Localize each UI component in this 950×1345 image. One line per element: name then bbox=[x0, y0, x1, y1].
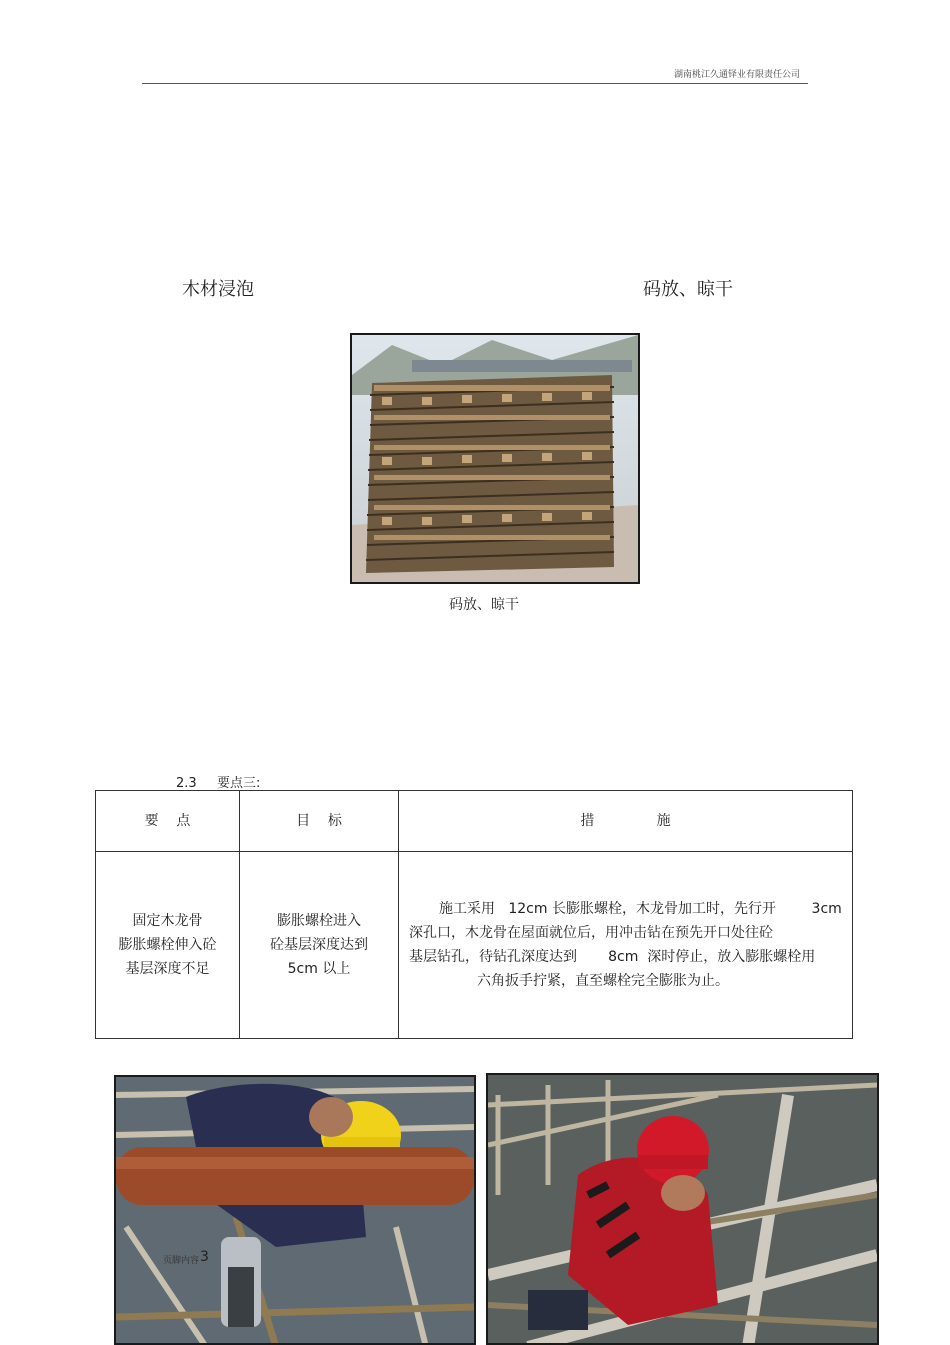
point-line: 膨胀螺栓伸入砼 bbox=[118, 937, 217, 953]
cell-measures bbox=[399, 852, 853, 1039]
footer-page-number: 3 bbox=[200, 1249, 209, 1265]
section-title: 要点三: bbox=[216, 776, 261, 791]
caption-stacking-drying: 码放、晾干 bbox=[643, 279, 733, 300]
worker-fixing-image bbox=[488, 1075, 877, 1345]
cell-key-point bbox=[96, 852, 240, 1039]
point-line: 基层深度不足 bbox=[125, 961, 210, 977]
header-rule bbox=[142, 83, 808, 84]
goal-line: 5cm 以上 bbox=[287, 961, 351, 977]
worker-drilling-image bbox=[116, 1077, 474, 1345]
header-cell-point: 要 点 bbox=[96, 791, 240, 852]
cell-goal bbox=[240, 852, 399, 1039]
caption-wood-soaking: 木材浸泡 bbox=[182, 279, 254, 300]
section-number: 2.3 bbox=[176, 776, 197, 791]
measure-line: 六角扳手拧紧，直至螺栓完全膨胀为止。 bbox=[477, 973, 729, 989]
header-company-name: 湖南桃江久通铎业有限责任公司 bbox=[673, 70, 800, 80]
photo-worker-drilling bbox=[114, 1075, 476, 1345]
key-points-table bbox=[95, 790, 853, 1039]
measure-line: 深孔口，木龙骨在屋面就位后，用冲击钻在预先开口处往砼 bbox=[409, 925, 773, 941]
point-line: 固定木龙骨 bbox=[132, 913, 203, 929]
header-cell-measures: 措 施 bbox=[399, 791, 853, 852]
photo-stacked-timber bbox=[350, 333, 640, 584]
stacked-timber-image bbox=[352, 335, 638, 582]
table-header-row bbox=[96, 791, 853, 852]
goal-line: 砼基层深度达到 bbox=[270, 937, 368, 953]
goal-line: 膨胀螺栓进入 bbox=[277, 913, 361, 929]
photo-caption-center: 码放、晾干 bbox=[449, 597, 519, 613]
footer-note: 页脚内容 bbox=[163, 1256, 200, 1266]
section-heading bbox=[176, 772, 260, 791]
measure-line: 施工采用 12cm 长膨胀螺栓，木龙骨加工时，先行开 3cm bbox=[439, 901, 842, 917]
measure-line: 基层钻孔，待钻孔深度达到 8cm 深时停止，放入膨胀螺栓用 bbox=[409, 949, 816, 965]
table-row bbox=[96, 852, 853, 1039]
header-cell-goal: 目 标 bbox=[240, 791, 399, 852]
photo-worker-fixing bbox=[486, 1073, 879, 1345]
